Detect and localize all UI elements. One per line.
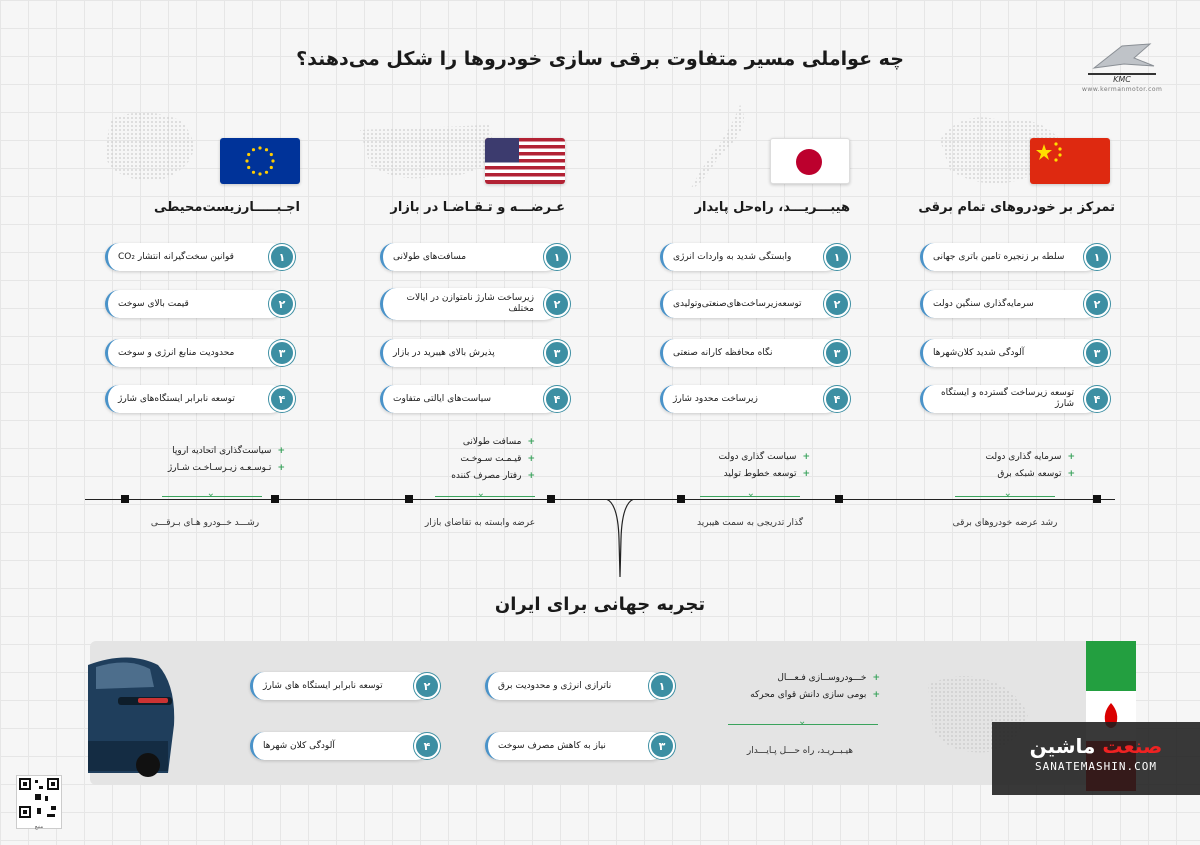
car-image [88,645,188,780]
list-item [105,339,295,367]
plus-icon: + [1067,452,1075,462]
timeline-node [121,495,129,503]
item-text: سرمایه‌گذاری سنگین دولت [920,290,1100,318]
item-text: محدودیت منابع انرژی و سوخت [105,339,285,367]
list-item [920,385,1110,413]
item-number: ۱ [649,673,675,699]
list-item [105,385,295,413]
list-item [250,672,440,700]
item-number: ۱ [1084,244,1110,270]
plus-icon: + [802,469,810,479]
item-number: ۳ [649,733,675,759]
bullet-list [125,443,285,477]
list-item [105,290,295,318]
plus-icon: + [1067,469,1075,479]
column-title: اجـبـــــارزیست‌محیطی [153,200,300,215]
list-item [485,672,675,700]
page-title: چه عواملی مسیر متفاوت برقی سازی خودروها را شکل می‌دهند؟ [296,48,904,70]
item-number: ۲ [1084,291,1110,317]
item-text: آلودگی کلان شهرها [250,732,430,760]
bullet-text: سرمایه گذاری دولت [985,452,1062,462]
item-number: ۳ [824,340,850,366]
svg-text:KMC: KMC [1113,75,1131,84]
item-text: وابستگی شدید به واردات انرژی [660,243,840,271]
item-text: قیمت بالای سوخت [105,290,285,318]
timeline [85,499,1115,500]
item-number: ۲ [269,291,295,317]
item-number: ۴ [414,733,440,759]
bullet-text: توسعه خطوط تولید [723,469,797,479]
item-text: پذیرش بالای هیبرید در بازار [380,339,560,367]
bullet-list [720,670,880,704]
qr-code [16,775,62,829]
item-number: ۲ [824,291,850,317]
qr-code-icon [17,776,61,820]
item-text: توسعه‌زیرساخت‌های‌صنعتی‌وتولیدی [660,290,840,318]
timeline-node [1093,495,1101,503]
bullet-text: بومی سازی دانش قوای محرکه [750,690,867,700]
bullet-text: توسعه شبکه برق [997,469,1062,479]
item-number: ۴ [1084,386,1110,412]
watermark-name-red: صنعت [1102,734,1163,758]
iran-section-title: تجربه جهانی برای ایران [494,594,706,615]
kmc-logo-icon [1084,40,1160,84]
watermark-name-white: ماشین [1029,734,1096,758]
list-item [660,290,850,318]
bullet-list [375,434,535,485]
list-item [380,339,570,367]
timeline-dip [606,499,634,579]
chevron-down-icon: ⌄ [476,488,485,499]
watermark [992,722,1200,795]
qr-label: منبع [34,824,44,830]
outcome-text: رشد عرضه خودروهای برقی [952,518,1058,528]
item-text: توسعه نابرابر ایستگاه‌های شارژ [105,385,285,413]
column-title: عـرضـــه و تـقـاضـا در بازار [390,200,565,215]
list-item [380,288,570,320]
chevron-down-icon: ⌄ [798,716,807,727]
item-number: ۳ [269,340,295,366]
japan-flag-icon [770,138,850,184]
watermark-name [992,734,1200,758]
column-usa [330,100,580,540]
list-item [920,339,1110,367]
column-china [880,100,1130,540]
chevron-down-icon: ⌄ [746,488,755,499]
item-text: سلطه بر زنجیره تامین باتری جهانی [920,243,1100,271]
item-text: زیرساخت شارژ نامتوازن در ایالات مختلف [380,288,560,320]
outcome-text: هیـبــریـد، راه حـــل پـایـــدار [746,746,854,756]
list-item [485,732,675,760]
usa-flag-icon [485,138,565,184]
list-item [380,385,570,413]
column-title: هیبـــریـــد، راه‌حل پایدار [694,200,850,215]
item-text: توسعه نابرابر ایستگاه های شارژ [250,672,430,700]
column-title: تمرکز بر خودروهای تمام برقی [918,200,1115,215]
bullet-text: رفتار مصرف کننده [451,471,522,481]
list-item [660,339,850,367]
plus-icon: + [872,673,880,683]
list-item [380,243,570,271]
eu-flag-icon [220,138,300,184]
list-item [105,243,295,271]
list-item [920,290,1110,318]
item-text: مسافت‌های طولانی [380,243,560,271]
timeline-node [271,495,279,503]
japan-map-icon [630,100,780,200]
list-item [660,385,850,413]
watermark-url: SANATEMASHIN.COM [1035,760,1157,773]
item-number: ۲ [544,291,570,317]
column-japan [610,100,860,540]
item-number: ۴ [269,386,295,412]
logo-site: www.kermanmotor.com [1082,86,1163,93]
bullet-text: سیاست گذاری دولت [718,452,797,462]
item-text: نگاه محافظه کارانه صنعتی [660,339,840,367]
timeline-node [835,495,843,503]
plus-icon: + [527,471,535,481]
bullet-text: سیاست‌گذاری اتحادیه اروپا [172,446,272,456]
item-text: توسعه زیرساخت گسترده و ایستگاه شارژ [920,385,1100,413]
item-number: ۴ [824,386,850,412]
plus-icon: + [872,690,880,700]
item-text: سیاست‌های ایالتی متفاوت [380,385,560,413]
column-eu [60,100,310,540]
list-item [660,243,850,271]
bullet-text: مسافت طولانی [462,437,522,447]
item-text: نیاز به کاهش مصرف سوخت [485,732,665,760]
bullet-list [915,449,1075,483]
outcome-text: گذار تدریجی به سمت هیبرید [697,518,803,528]
chevron-down-icon: ⌄ [1003,488,1012,499]
plus-icon: + [527,454,535,464]
china-flag-icon [1030,138,1110,184]
list-item [920,243,1110,271]
timeline-node [547,495,555,503]
plus-icon: + [802,452,810,462]
outcome-text: رشـــد خــودرو هـای بـرقـــی [150,518,260,528]
item-text: آلودگی شدید کلان‌شهرها [920,339,1100,367]
plus-icon: + [277,463,285,473]
bullet-text: تـوسـعـه زیـرسـاخـت شـارژ [167,463,272,473]
item-number: ۱ [544,244,570,270]
usa-map-icon [350,100,500,200]
item-number: ۱ [824,244,850,270]
timeline-node [677,495,685,503]
item-number: ۳ [544,340,570,366]
item-text: زیرساخت محدود شارژ [660,385,840,413]
chevron-down-icon: ⌄ [206,488,215,499]
outcome-text: عرضه وابسته به تقاضای بازار [424,518,536,528]
europe-map-icon [70,100,220,200]
plus-icon: + [277,446,285,456]
kmc-logo [1082,40,1162,100]
divider [435,496,535,497]
bullet-text: خـــودروســازی فـعـــال [777,673,867,683]
bullet-list [650,449,810,483]
bullet-text: قیـمـت سـوخـت [460,454,522,464]
item-number: ۲ [414,673,440,699]
item-number: ۱ [269,244,295,270]
item-number: ۴ [544,386,570,412]
item-text: ناترازی انرژی و محدودیت برق [485,672,665,700]
list-item [250,732,440,760]
timeline-node [405,495,413,503]
plus-icon: + [527,437,535,447]
item-text: قوانین سخت‌گیرانه انتشار CO₂ [105,243,285,271]
item-number: ۳ [1084,340,1110,366]
